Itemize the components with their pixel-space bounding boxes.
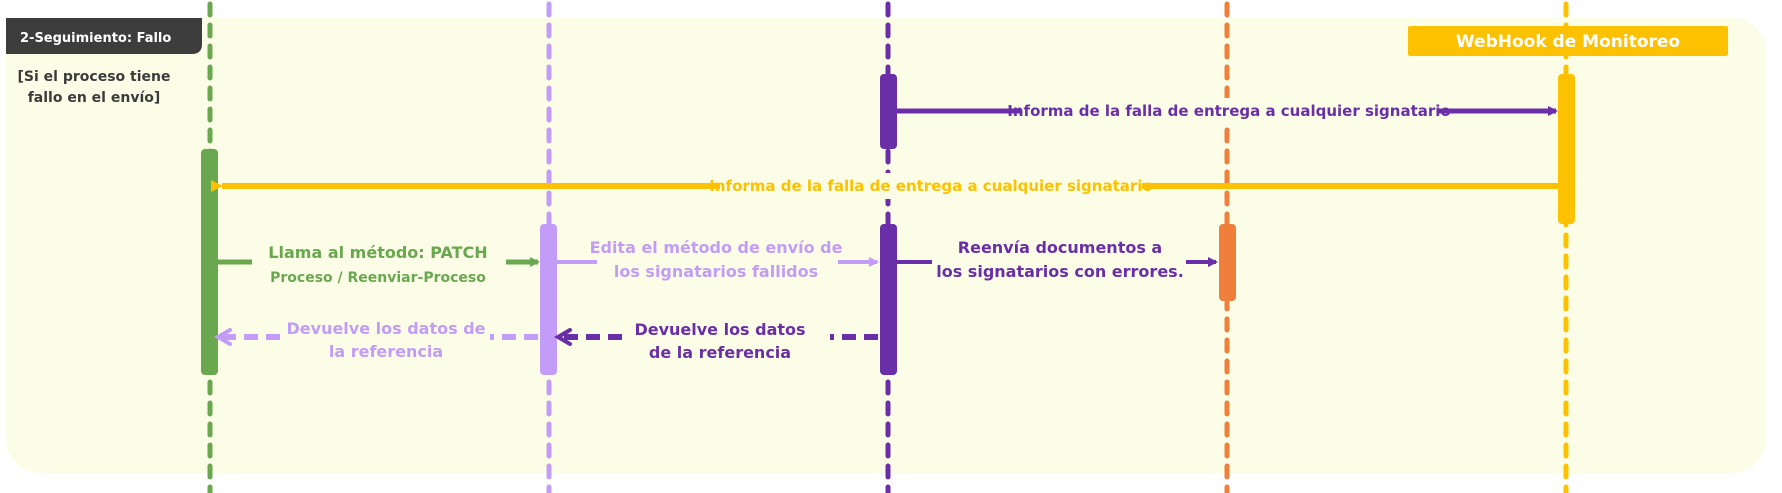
message-label-2: Informa de la falla de entrega a cualquier signatario [709, 177, 1153, 195]
message-label-5-line-2: los signatarios con errores. [936, 262, 1184, 281]
message-label-7-line-1: Devuelve los datos de [286, 319, 486, 338]
section-tag-label: 2-Seguimiento: Fallo [20, 31, 172, 46]
activation-delivery [1219, 224, 1236, 301]
activation-engine-1 [880, 74, 897, 149]
message-label-7-line-2: la referencia [328, 342, 444, 361]
message-label-4-line-2: los signatarios fallidos [613, 262, 819, 281]
message-label-6-line-1: Devuelve los datos [634, 320, 806, 339]
message-label-5-line-1: Reenvía documentos a [957, 238, 1163, 257]
message-label-6-line-2: de la referencia [648, 343, 792, 362]
condition-line-1: [Si el proceso tiene [17, 69, 171, 85]
activation-engine-2 [880, 224, 897, 375]
activation-api [540, 224, 557, 375]
webhook-header-label: WebHook de Monitoreo [1455, 32, 1681, 52]
message-label-3-line-1: Llama al método: PATCH [268, 243, 488, 262]
message-label-4-line-1: Edita el método de envío de [589, 238, 843, 257]
activation-client [201, 149, 218, 375]
message-label-3-line-2: Proceso / Reenviar-Proceso [270, 270, 486, 286]
activation-webhook [1558, 74, 1575, 224]
message-label-1: Informa de la falla de entrega a cualquier signatario [1007, 102, 1451, 120]
condition-line-2: fallo en el envío] [27, 90, 161, 106]
